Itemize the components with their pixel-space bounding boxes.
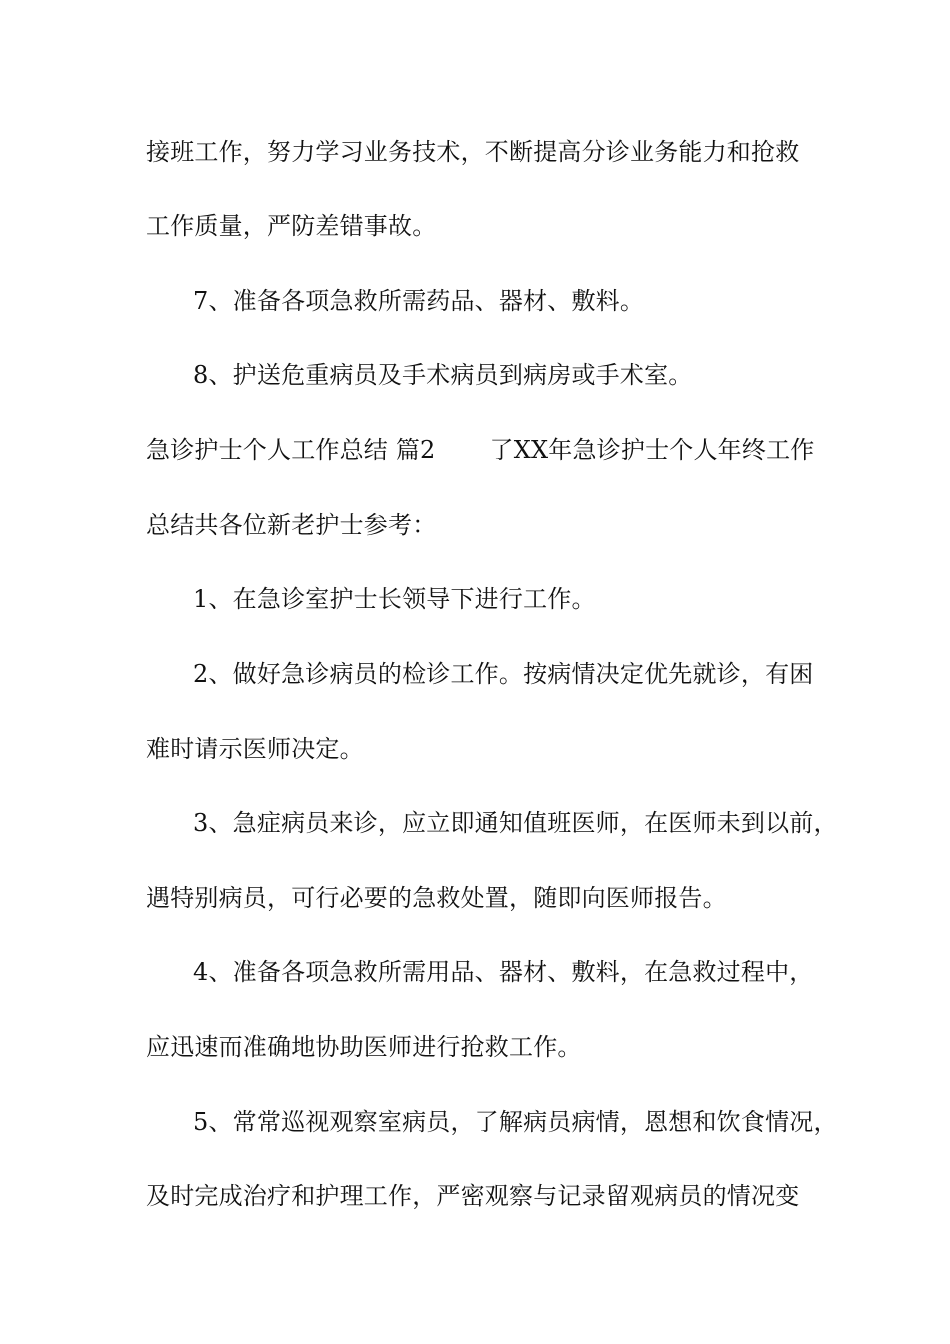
paragraph-line: 及时完成治疗和护理工作，严密观察与记录留观病员的情况变 — [146, 1182, 800, 1210]
section-intro: 了XX年急诊护士个人年终工作 — [489, 436, 815, 464]
paragraph-line: 遇特别病员，可行必要的急救处置，随即向医师报告。 — [146, 884, 727, 912]
list-item-5: 5、常常巡视观察室病员，了解病员病情，恩想和饮食情况， — [193, 1108, 838, 1136]
list-item-8: 8、护送危重病员及手术病员到病房或手术室。 — [193, 361, 693, 389]
paragraph-line: 工作质量，严防差错事故。 — [146, 212, 437, 240]
list-item-2: 2、做好急诊病员的检诊工作。按病情决定优先就诊，有困 — [193, 660, 814, 688]
list-item-7: 7、准备各项急救所需药品、器材、敷料。 — [193, 287, 645, 315]
list-item-1: 1、在急诊室护士长领导下进行工作。 — [193, 585, 596, 613]
section-heading-line — [146, 435, 826, 465]
paragraph-line: 接班工作，努力学习业务技术，不断提高分诊业务能力和抢救 — [146, 138, 800, 166]
list-item-4: 4、准备各项急救所需用品、器材、敷料，在急救过程中， — [193, 958, 814, 986]
section-title: 急诊护士个人工作总结 篇2 — [146, 436, 436, 464]
paragraph-line: 难时请示医师决定。 — [146, 735, 364, 763]
list-item-3: 3、急症病员来诊，应立即通知值班医师，在医师未到以前， — [193, 809, 838, 837]
paragraph-line: 应迅速而准确地协助医师进行抢救工作。 — [146, 1033, 582, 1061]
paragraph-line: 总结共各位新老护士参考： — [146, 511, 437, 539]
